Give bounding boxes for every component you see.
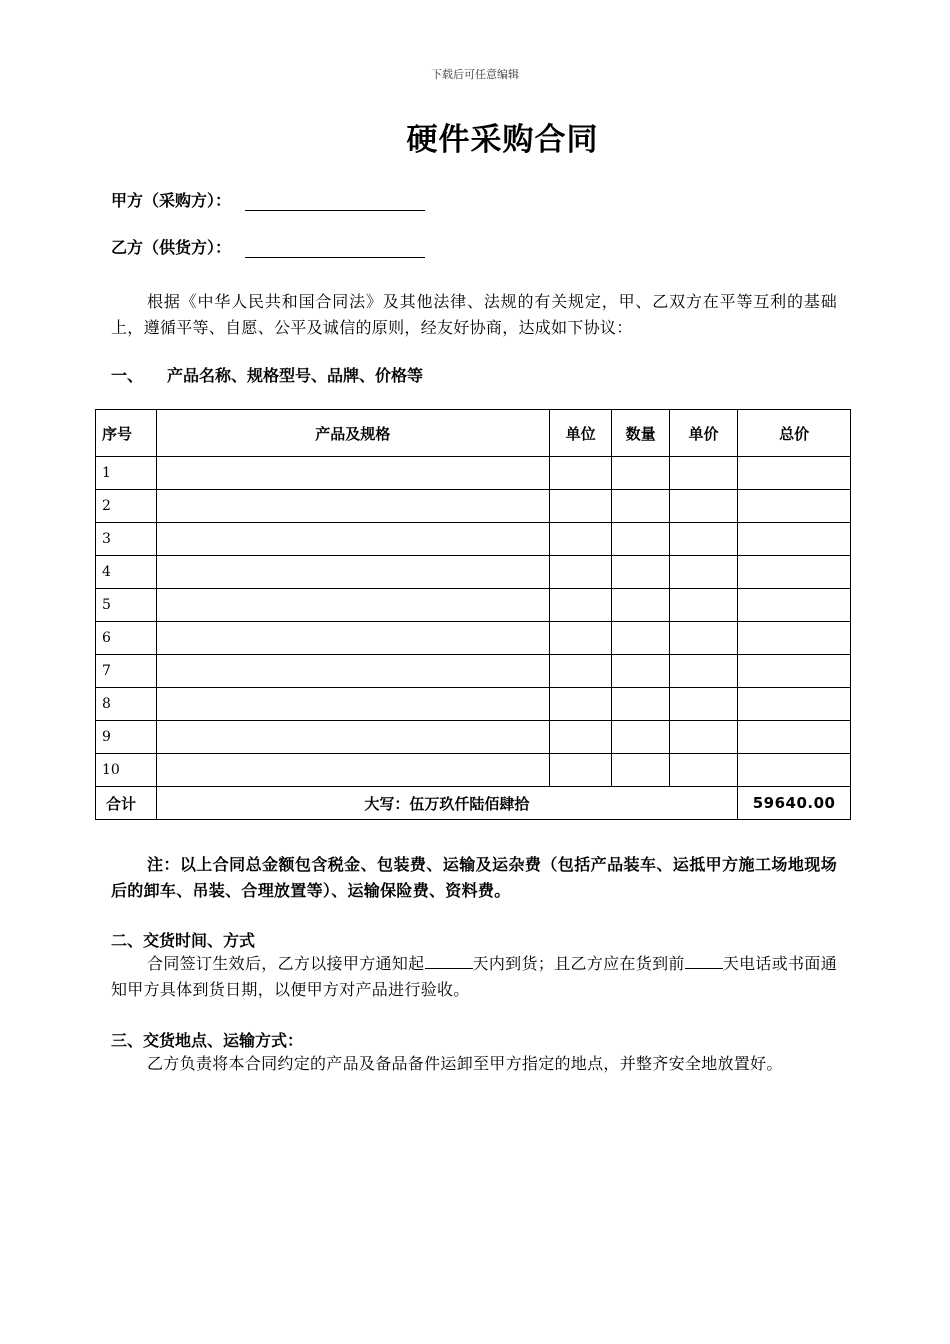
row-unit-price: [669, 523, 737, 556]
table-row: [96, 721, 851, 754]
row-unit-price: [669, 688, 737, 721]
row-product: [156, 721, 549, 754]
party-a-line: [111, 188, 425, 211]
party-a-label: 甲方（采购方）：: [111, 191, 232, 210]
total-label: 合计: [96, 787, 157, 820]
row-total-price: [738, 523, 851, 556]
section-1-number: 一、: [111, 366, 144, 385]
table-header-row: [96, 410, 851, 457]
amount-note: 注：以上合同总金额包含税金、包装费、运输及运杂费（包括产品装车、运抵甲方施工场地现场后的卸车、吊装、合理放置等）、运输保险费、资料费。: [111, 855, 837, 900]
row-unit: [549, 556, 611, 589]
section-1-title: 产品名称、规格型号、品牌、价格等: [167, 366, 424, 385]
row-total-price: [738, 490, 851, 523]
notice-days-blank: [685, 954, 723, 969]
row-seq: 2: [96, 490, 157, 523]
row-total-price: [738, 457, 851, 490]
row-seq: 10: [96, 754, 157, 787]
delivery-days-blank: [425, 954, 473, 969]
party-b-line: [111, 235, 425, 258]
total-amount-words: 大写：伍万玖仟陆佰肆拾: [156, 787, 738, 820]
section-2-heading: 二、交货时间、方式: [111, 931, 256, 950]
row-quantity: [612, 556, 670, 589]
row-product: [156, 457, 549, 490]
intro-paragraph: 根据《中华人民共和国合同法》及其他法律、法规的有关规定，甲、乙双方在平等互利的基础上，遵循平等、自愿、公平及诚信的原则，经友好协商，达成如下协议：: [111, 292, 837, 337]
row-unit: [549, 490, 611, 523]
row-quantity: [612, 589, 670, 622]
party-b-blank: [245, 239, 425, 258]
row-quantity: [612, 655, 670, 688]
table-row: [96, 589, 851, 622]
section-2-text: [111, 951, 837, 1003]
header-seq: 序号: [96, 410, 157, 457]
party-b-label: 乙方（供货方）：: [111, 238, 232, 257]
table-row: [96, 556, 851, 589]
table-row: [96, 622, 851, 655]
row-product: [156, 754, 549, 787]
row-unit: [549, 688, 611, 721]
row-quantity: [612, 490, 670, 523]
row-unit-price: [669, 490, 737, 523]
product-table: [95, 409, 851, 820]
row-quantity: [612, 754, 670, 787]
row-seq: 9: [96, 721, 157, 754]
row-product: [156, 622, 549, 655]
row-product: [156, 490, 549, 523]
row-unit-price: [669, 589, 737, 622]
table-row: [96, 655, 851, 688]
header-unit-price: 单价: [669, 410, 737, 457]
header-unit: 单位: [549, 410, 611, 457]
section-2-text-a: 合同签订生效后，乙方以接甲方通知起: [147, 954, 425, 973]
row-seq: 8: [96, 688, 157, 721]
row-seq: 1: [96, 457, 157, 490]
party-a-blank: [245, 192, 425, 211]
row-unit-price: [669, 655, 737, 688]
row-product: [156, 655, 549, 688]
row-unit-price: [669, 457, 737, 490]
row-unit: [549, 754, 611, 787]
header-quantity: 数量: [612, 410, 670, 457]
row-total-price: [738, 589, 851, 622]
row-total-price: [738, 721, 851, 754]
row-unit: [549, 655, 611, 688]
row-seq: 5: [96, 589, 157, 622]
row-product: [156, 556, 549, 589]
section-1-heading: [111, 363, 423, 386]
row-total-price: [738, 556, 851, 589]
row-unit: [549, 721, 611, 754]
row-unit-price: [669, 622, 737, 655]
row-unit-price: [669, 556, 737, 589]
row-unit-price: [669, 754, 737, 787]
row-unit: [549, 457, 611, 490]
row-seq: 7: [96, 655, 157, 688]
row-total-price: [738, 622, 851, 655]
download-note: 下载后可任意编辑: [431, 68, 519, 81]
row-unit: [549, 523, 611, 556]
row-unit-price: [669, 721, 737, 754]
section-2-text-b: 天内到货；且乙方应在货到前: [472, 954, 685, 973]
table-row: [96, 688, 851, 721]
row-quantity: [612, 721, 670, 754]
row-seq: 4: [96, 556, 157, 589]
row-unit: [549, 589, 611, 622]
document-title: 硬件采购合同: [406, 122, 599, 158]
table-row: [96, 754, 851, 787]
row-quantity: [612, 688, 670, 721]
section-2-text-c: 天电话或书面通知甲方具体到货日期，以便甲方对产品进行验收。: [111, 954, 837, 999]
row-product: [156, 589, 549, 622]
row-product: [156, 688, 549, 721]
section-3-text: 乙方负责将本合同约定的产品及备品备件运卸至甲方指定的地点，并整齐安全地放置好。: [147, 1054, 783, 1073]
row-quantity: [612, 523, 670, 556]
total-row: [96, 787, 851, 820]
row-quantity: [612, 622, 670, 655]
row-unit: [549, 622, 611, 655]
table-row: [96, 457, 851, 490]
table-row: [96, 523, 851, 556]
section-3-heading: 三、交货地点、运输方式：: [111, 1031, 304, 1050]
row-seq: 3: [96, 523, 157, 556]
row-quantity: [612, 457, 670, 490]
row-total-price: [738, 754, 851, 787]
row-product: [156, 523, 549, 556]
header-product: 产品及规格: [156, 410, 549, 457]
header-total-price: 总价: [738, 410, 851, 457]
table-body: [96, 457, 851, 787]
table-row: [96, 490, 851, 523]
row-seq: 6: [96, 622, 157, 655]
total-amount: 59640.00: [738, 787, 851, 820]
row-total-price: [738, 688, 851, 721]
row-total-price: [738, 655, 851, 688]
